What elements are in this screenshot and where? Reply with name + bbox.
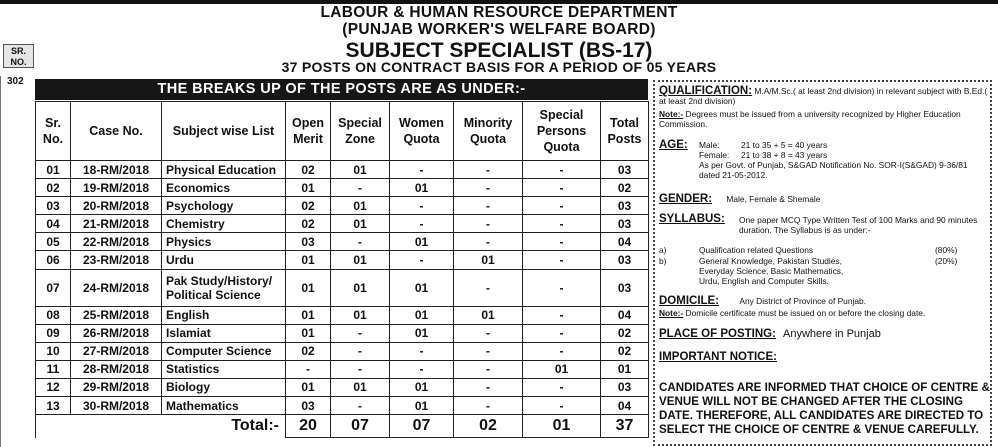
table-row <box>36 161 649 179</box>
age-label-wrap <box>659 140 688 150</box>
posting-label: PLACE OF POSTING: <box>659 328 776 340</box>
table-row <box>36 179 649 197</box>
total-cell: 01 <box>601 360 649 378</box>
domicile-label: DOMICILE: <box>659 295 720 307</box>
special-cell: - <box>523 324 601 342</box>
qualification-note <box>659 109 989 129</box>
total-cell: 02 <box>601 179 649 197</box>
syllabus-b-pct: (20%) <box>935 256 958 266</box>
zone-cell: 01 <box>331 251 390 269</box>
subject-line: Biology <box>166 380 210 395</box>
case-cell: 23-RM/2018 <box>71 251 162 269</box>
women-cell: - <box>390 197 454 215</box>
table-row <box>36 269 649 306</box>
age-female-label: Female: <box>699 150 730 160</box>
table-row <box>36 360 649 378</box>
subject-cell <box>162 179 286 197</box>
col-subject: Subject wise List <box>162 102 286 161</box>
case-cell: 22-RM/2018 <box>71 233 162 251</box>
zone-cell: 01 <box>331 197 390 215</box>
case-cell: 25-RM/2018 <box>71 306 162 324</box>
minority-cell: - <box>454 324 523 342</box>
open-cell: 01 <box>286 378 331 396</box>
important-notice: CANDIDATES ARE INFORMED THAT CHOICE OF CENTRE & VENUE WILL NOT BE CHANGED AFTER THE CLOSING DATE. THEREFORE, ALL CANDIDATES ARE DIRECTED TO SELECT THE CHOICE OF CENTRE & VENUE CAREFULLY. <box>659 381 990 436</box>
sr-cell: 01 <box>36 161 71 179</box>
totals-label: Total:- <box>162 415 286 438</box>
posting-text: Anywhere in Punjab <box>782 328 881 340</box>
zone-cell: 01 <box>331 306 390 324</box>
col-open-merit: Open Merit <box>286 102 331 161</box>
table-row <box>36 397 649 415</box>
total-cell: 03 <box>601 215 649 233</box>
total-cell: 03 <box>601 161 649 179</box>
women-cell: - <box>390 360 454 378</box>
total-zone: 07 <box>331 415 390 438</box>
open-cell: 01 <box>286 306 331 324</box>
department-heading <box>0 4 998 38</box>
minority-cell: 01 <box>454 251 523 269</box>
syllabus-label-wrap <box>659 214 725 224</box>
subject-line: Chemistry <box>166 216 225 231</box>
sr-cell: 08 <box>36 306 71 324</box>
women-cell: 01 <box>390 397 454 415</box>
subject-cell <box>162 161 286 179</box>
sr-cell: 11 <box>36 360 71 378</box>
minority-cell: - <box>454 378 523 396</box>
zone-cell: - <box>331 397 390 415</box>
special-cell: - <box>523 306 601 324</box>
women-cell: 01 <box>390 179 454 197</box>
table-row <box>36 378 649 396</box>
post-subtitle: 37 POSTS ON CONTRACT BASIS FOR A PERIOD OF 05 YEARS <box>281 59 717 75</box>
domicile-note-label: Note:- <box>659 308 684 318</box>
col-special-persons: Special Persons Quota <box>523 102 601 161</box>
table-row <box>36 197 649 215</box>
open-cell: 02 <box>286 342 331 360</box>
open-cell: 01 <box>286 269 331 306</box>
syllabus-a: Qualification related Questions <box>699 245 814 255</box>
zone-cell: 01 <box>331 269 390 306</box>
special-cell: - <box>523 233 601 251</box>
open-cell: 01 <box>286 324 331 342</box>
total-women: 07 <box>390 415 454 438</box>
total-open: 20 <box>286 415 331 438</box>
syllabus-a-pct: (80%) <box>935 245 958 255</box>
case-cell: 24-RM/2018 <box>71 269 162 306</box>
post-title: SUBJECT SPECIALIST (BS-17) <box>345 39 653 62</box>
qualification-note-text: Degrees must be issued from a university recognized by Higher Education Commission. <box>659 109 961 129</box>
col-case: Case No. <box>71 102 162 161</box>
women-cell: 01 <box>390 378 454 396</box>
women-cell: 01 <box>390 306 454 324</box>
col-sr: Sr. No. <box>36 102 71 161</box>
minority-cell: - <box>454 161 523 179</box>
zone-cell: 01 <box>331 378 390 396</box>
age-male: 21 to 35 + 5 = 40 years <box>741 140 828 150</box>
total-cell: 02 <box>601 324 649 342</box>
subject-line: Statistics <box>166 362 220 377</box>
col-women-quota: Women Quota <box>390 102 454 161</box>
case-cell: 21-RM/2018 <box>71 215 162 233</box>
subject-cell <box>162 269 286 306</box>
case-cell: 27-RM/2018 <box>71 342 162 360</box>
open-cell: 03 <box>286 233 331 251</box>
subject-cell <box>162 251 286 269</box>
sr-cell: 06 <box>36 251 71 269</box>
sr-cell: 13 <box>36 397 71 415</box>
requirements-panel <box>653 80 992 446</box>
open-cell: 02 <box>286 161 331 179</box>
syllabus-b-label: b) <box>659 256 667 266</box>
subject-line: Physics <box>166 234 212 249</box>
qualification-label: QUALIFICATION: <box>659 85 753 97</box>
gender-text: Male, Female & Shemale <box>726 194 821 204</box>
totals-blank <box>36 415 162 438</box>
special-cell: - <box>523 269 601 306</box>
board-name: (PUNJAB WORKER'S WELFARE BOARD) <box>342 21 656 38</box>
subject-cell <box>162 397 286 415</box>
total-cell: 04 <box>601 397 649 415</box>
sr-cell: 10 <box>36 342 71 360</box>
table-banner: THE BREAKS UP OF THE POSTS ARE AS UNDER:- <box>35 79 648 100</box>
total-cell: 02 <box>601 342 649 360</box>
total-posts: 37 <box>601 415 649 438</box>
open-cell: 02 <box>286 215 331 233</box>
case-cell: 18-RM/2018 <box>71 161 162 179</box>
age-male-label: Male: <box>699 140 720 150</box>
totals-row <box>36 415 649 438</box>
case-cell: 28-RM/2018 <box>71 360 162 378</box>
posts-breakup-table <box>35 101 649 438</box>
syllabus-text: One paper MCQ Type Written Test of 100 Marks and 90 minutes duration. The Syllabus is as under:- <box>739 215 978 235</box>
subject-line: Urdu <box>166 253 194 268</box>
total-cell: 03 <box>601 251 649 269</box>
special-cell: - <box>523 397 601 415</box>
total-special: 01 <box>523 415 601 438</box>
open-cell: 01 <box>286 179 331 197</box>
qualification-note-label: Note:- <box>659 109 684 119</box>
case-cell: 19-RM/2018 <box>71 179 162 197</box>
syllabus-a-label: a) <box>659 245 667 255</box>
minority-cell: 01 <box>454 306 523 324</box>
subject-line: Computer Science <box>166 344 272 359</box>
minority-cell: - <box>454 342 523 360</box>
zone-cell: - <box>331 324 390 342</box>
subject-line: Mathematics <box>166 398 239 413</box>
col-total: Total Posts <box>601 102 649 161</box>
sr-number: 302 <box>7 76 24 87</box>
table-row <box>36 324 649 342</box>
subject-cell <box>162 360 286 378</box>
minority-cell: - <box>454 179 523 197</box>
subject-line-2: Political Science <box>166 287 261 302</box>
subject-cell <box>162 306 286 324</box>
subject-cell <box>162 378 286 396</box>
special-cell: - <box>523 342 601 360</box>
domicile-block <box>659 296 989 306</box>
total-minority: 02 <box>454 415 523 438</box>
subject-line: Psychology <box>166 198 234 213</box>
minority-cell: - <box>454 197 523 215</box>
women-cell: 01 <box>390 324 454 342</box>
special-cell: - <box>523 197 601 215</box>
minority-cell: - <box>454 360 523 378</box>
subject-line: Islamiat <box>166 326 211 341</box>
domicile-text: Any District of Province of Punjab. <box>739 296 867 306</box>
total-cell: 03 <box>601 197 649 215</box>
sr-cell: 07 <box>36 269 71 306</box>
posting-block <box>659 327 989 341</box>
minority-cell: - <box>454 269 523 306</box>
syllabus-label: SYLLABUS: <box>659 213 725 225</box>
subject-cell <box>162 342 286 360</box>
sr-number-label: SR. NO. <box>3 44 34 68</box>
subject-line: Pak Study/History/ <box>166 273 273 288</box>
special-cell: - <box>523 378 601 396</box>
domicile-note-text: Domicile certificate must be issued on or before the closing date. <box>685 308 926 318</box>
syllabus-b: General Knowledge, Pakistan Studies, Everyday Science, Basic Mathematics, Urdu, English and Computer Skills. <box>699 256 844 286</box>
special-cell: - <box>523 251 601 269</box>
open-cell: 02 <box>286 197 331 215</box>
gender-block <box>659 194 989 204</box>
sr-cell: 09 <box>36 324 71 342</box>
women-cell: 01 <box>390 233 454 251</box>
sr-cell: 04 <box>36 215 71 233</box>
domicile-note <box>659 308 989 318</box>
total-cell: 03 <box>601 378 649 396</box>
zone-cell: 01 <box>331 215 390 233</box>
open-cell: 03 <box>286 397 331 415</box>
subject-cell <box>162 215 286 233</box>
minority-cell: - <box>454 215 523 233</box>
zone-cell: - <box>331 179 390 197</box>
table-header-row <box>36 102 649 161</box>
col-special-zone: Special Zone <box>331 102 390 161</box>
open-cell: - <box>286 360 331 378</box>
zone-cell: 01 <box>331 161 390 179</box>
department-name: LABOUR & HUMAN RESOURCE DEPARTMENT <box>320 4 678 21</box>
sr-cell: 12 <box>36 378 71 396</box>
gender-label: GENDER: <box>659 193 713 205</box>
table-row <box>36 342 649 360</box>
minority-cell: - <box>454 397 523 415</box>
subject-cell <box>162 324 286 342</box>
special-cell: 01 <box>523 360 601 378</box>
subject-line: English <box>166 308 210 323</box>
subject-line: Economics <box>166 180 231 195</box>
age-label: AGE: <box>659 139 688 151</box>
case-cell: 20-RM/2018 <box>71 197 162 215</box>
special-cell: - <box>523 215 601 233</box>
special-cell: - <box>523 161 601 179</box>
women-cell: - <box>390 251 454 269</box>
table-row <box>36 215 649 233</box>
notice-label-wrap <box>659 352 777 362</box>
sr-cell: 03 <box>36 197 71 215</box>
left-divider <box>0 76 1 447</box>
subject-cell <box>162 233 286 251</box>
zone-cell: - <box>331 233 390 251</box>
zone-cell: - <box>331 342 390 360</box>
case-cell: 26-RM/2018 <box>71 324 162 342</box>
col-minority-quota: Minority Quota <box>454 102 523 161</box>
women-cell: 01 <box>390 269 454 306</box>
subject-cell <box>162 197 286 215</box>
women-cell: - <box>390 342 454 360</box>
zone-cell: - <box>331 360 390 378</box>
minority-cell: - <box>454 233 523 251</box>
special-cell: - <box>523 179 601 197</box>
qualification-block <box>659 86 989 106</box>
case-cell: 29-RM/2018 <box>71 378 162 396</box>
table-row <box>36 306 649 324</box>
table-row <box>36 251 649 269</box>
total-cell: 03 <box>601 269 649 306</box>
women-cell: - <box>390 215 454 233</box>
case-cell: 30-RM/2018 <box>71 397 162 415</box>
sr-cell: 02 <box>36 179 71 197</box>
women-cell: - <box>390 161 454 179</box>
total-cell: 04 <box>601 306 649 324</box>
table-row <box>36 233 649 251</box>
subject-line: Physical Education <box>166 162 277 177</box>
age-note: As per Govt. of Punjab, S&GAD Notification No. SOR-I(S&GAD) 9-36/81 dated 21-05-2012. <box>699 160 968 180</box>
age-female: 21 to 38 + 8 = 43 years <box>741 150 828 160</box>
sr-cell: 05 <box>36 233 71 251</box>
total-cell: 04 <box>601 233 649 251</box>
notice-label: IMPORTANT NOTICE: <box>659 351 777 363</box>
qualification-text: M.A/M.Sc.( at least 2nd division) in relevant subject with B.Ed.( at least 2nd division) <box>659 86 988 106</box>
open-cell: 01 <box>286 251 331 269</box>
